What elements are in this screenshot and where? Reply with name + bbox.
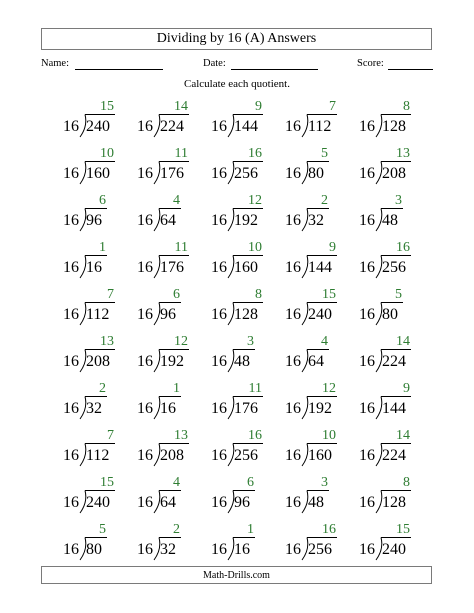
- division-overline: [159, 396, 181, 397]
- quotient-answer: 9: [403, 381, 410, 396]
- division-overline: [233, 114, 263, 115]
- divisor: 16: [137, 400, 153, 417]
- divisor: 16: [359, 259, 375, 276]
- dividend: 192: [234, 212, 258, 229]
- divisor: 16: [285, 118, 301, 135]
- division-problem: [278, 100, 352, 146]
- quotient-answer: 8: [403, 475, 410, 490]
- divisor: 16: [137, 494, 153, 511]
- division-overline: [381, 396, 411, 397]
- dividend: 176: [160, 165, 184, 182]
- divisor: 16: [63, 259, 79, 276]
- divisor: 16: [359, 165, 375, 182]
- quotient-answer: 10: [322, 428, 336, 443]
- division-overline: [381, 255, 411, 256]
- dividend: 128: [234, 306, 258, 323]
- dividend: 96: [160, 306, 176, 323]
- quotient-answer: 1: [99, 240, 106, 255]
- division-problem: [278, 476, 352, 522]
- dividend: 64: [160, 212, 176, 229]
- dividend: 176: [160, 259, 184, 276]
- division-overline: [85, 208, 107, 209]
- quotient-answer: 16: [396, 240, 410, 255]
- dividend: 160: [308, 447, 332, 464]
- dividend: 112: [86, 306, 110, 323]
- dividend: 64: [308, 353, 324, 370]
- quotient-answer: 5: [395, 287, 402, 302]
- division-problem: [130, 288, 204, 334]
- footer-site: Math-Drills.com: [203, 569, 270, 581]
- division-problem: [352, 335, 426, 381]
- division-problem: [204, 523, 278, 569]
- dividend: 256: [382, 259, 406, 276]
- division-problem: [352, 241, 426, 287]
- dividend: 144: [382, 400, 406, 417]
- division-problem: [56, 476, 130, 522]
- divisor: 16: [285, 259, 301, 276]
- divisor: 16: [137, 165, 153, 182]
- quotient-answer: 13: [100, 334, 114, 349]
- divisor: 16: [211, 306, 227, 323]
- division-overline: [381, 349, 411, 350]
- division-overline: [159, 490, 181, 491]
- division-overline: [159, 443, 189, 444]
- division-overline: [85, 349, 115, 350]
- divisor: 16: [137, 259, 153, 276]
- division-overline: [159, 537, 181, 538]
- quotient-answer: 3: [395, 193, 402, 208]
- division-problem: [130, 476, 204, 522]
- dividend: 112: [86, 447, 110, 464]
- quotient-answer: 13: [396, 146, 410, 161]
- quotient-answer: 1: [173, 381, 180, 396]
- quotient-answer: 15: [100, 99, 114, 114]
- dividend: 208: [86, 353, 110, 370]
- division-problem: [204, 147, 278, 193]
- division-problem: [352, 194, 426, 240]
- dividend: 240: [86, 118, 110, 135]
- divisor: 16: [285, 353, 301, 370]
- quotient-answer: 6: [99, 193, 106, 208]
- dividend: 48: [308, 494, 324, 511]
- divisor: 16: [137, 353, 153, 370]
- division-overline: [85, 302, 115, 303]
- dividend: 16: [160, 400, 176, 417]
- quotient-answer: 11: [248, 381, 262, 396]
- division-problem: [130, 194, 204, 240]
- division-overline: [85, 161, 115, 162]
- division-problem: [278, 523, 352, 569]
- division-overline: [381, 208, 403, 209]
- quotient-answer: 15: [396, 522, 410, 537]
- division-overline: [381, 443, 411, 444]
- dividend: 240: [382, 541, 406, 558]
- division-problem: [278, 147, 352, 193]
- division-problem: [352, 382, 426, 428]
- quotient-answer: 7: [329, 99, 336, 114]
- quotient-answer: 14: [174, 99, 188, 114]
- quotient-answer: 10: [100, 146, 114, 161]
- divisor: 16: [211, 259, 227, 276]
- division-overline: [85, 255, 107, 256]
- divisor: 16: [137, 541, 153, 558]
- division-problem: [56, 288, 130, 334]
- problem-grid: [56, 100, 426, 570]
- dividend: 80: [382, 306, 398, 323]
- divisor: 16: [359, 541, 375, 558]
- division-problem: [204, 476, 278, 522]
- date-field-line[interactable]: [231, 69, 318, 70]
- dividend: 32: [308, 212, 324, 229]
- quotient-answer: 13: [174, 428, 188, 443]
- division-overline: [381, 161, 411, 162]
- division-overline: [307, 349, 329, 350]
- divisor: 16: [63, 165, 79, 182]
- division-problem: [352, 429, 426, 475]
- divisor: 16: [63, 353, 79, 370]
- division-overline: [381, 114, 411, 115]
- dividend: 208: [160, 447, 184, 464]
- division-problem: [204, 241, 278, 287]
- dividend: 224: [382, 447, 406, 464]
- quotient-answer: 15: [100, 475, 114, 490]
- division-problem: [56, 523, 130, 569]
- dividend: 112: [308, 118, 332, 135]
- divisor: 16: [63, 400, 79, 417]
- quotient-answer: 2: [321, 193, 328, 208]
- division-problem: [130, 523, 204, 569]
- dividend: 96: [86, 212, 102, 229]
- division-problem: [352, 288, 426, 334]
- quotient-answer: 12: [322, 381, 336, 396]
- division-problem: [204, 288, 278, 334]
- quotient-answer: 10: [248, 240, 262, 255]
- dividend: 48: [234, 353, 250, 370]
- quotient-answer: 8: [403, 99, 410, 114]
- quotient-answer: 3: [321, 475, 328, 490]
- divisor: 16: [359, 306, 375, 323]
- divisor: 16: [63, 212, 79, 229]
- quotient-answer: 3: [247, 334, 254, 349]
- quotient-answer: 6: [173, 287, 180, 302]
- divisor: 16: [63, 494, 79, 511]
- dividend: 240: [86, 494, 110, 511]
- division-problem: [278, 335, 352, 381]
- division-problem: [130, 100, 204, 146]
- division-problem: [352, 476, 426, 522]
- division-overline: [85, 537, 107, 538]
- dividend: 224: [382, 353, 406, 370]
- dividend: 224: [160, 118, 184, 135]
- divisor: 16: [211, 400, 227, 417]
- division-overline: [233, 443, 263, 444]
- dividend: 192: [308, 400, 332, 417]
- division-overline: [381, 537, 411, 538]
- divisor: 16: [63, 447, 79, 464]
- division-overline: [381, 302, 403, 303]
- division-overline: [307, 490, 329, 491]
- dividend: 16: [86, 259, 102, 276]
- quotient-answer: 11: [174, 240, 188, 255]
- quotient-answer: 4: [173, 475, 180, 490]
- division-overline: [85, 114, 115, 115]
- division-overline: [307, 161, 329, 162]
- divisor: 16: [211, 494, 227, 511]
- dividend: 160: [234, 259, 258, 276]
- division-overline: [85, 490, 115, 491]
- dividend: 80: [86, 541, 102, 558]
- divisor: 16: [211, 165, 227, 182]
- divisor: 16: [285, 400, 301, 417]
- quotient-answer: 16: [248, 428, 262, 443]
- dividend: 96: [234, 494, 250, 511]
- divisor: 16: [137, 118, 153, 135]
- worksheet-title: Dividing by 16 (A) Answers: [156, 31, 317, 46]
- quotient-answer: 14: [396, 428, 410, 443]
- division-overline: [307, 302, 337, 303]
- division-overline: [233, 302, 263, 303]
- dividend: 128: [382, 118, 406, 135]
- divisor: 16: [137, 306, 153, 323]
- divisor: 16: [359, 494, 375, 511]
- divisor: 16: [137, 447, 153, 464]
- division-overline: [307, 396, 337, 397]
- quotient-answer: 8: [255, 287, 262, 302]
- quotient-answer: 2: [99, 381, 106, 396]
- divisor: 16: [211, 353, 227, 370]
- quotient-answer: 2: [173, 522, 180, 537]
- division-problem: [130, 147, 204, 193]
- division-overline: [233, 490, 255, 491]
- quotient-answer: 5: [99, 522, 106, 537]
- divisor: 16: [137, 212, 153, 229]
- division-overline: [159, 302, 181, 303]
- division-overline: [233, 537, 255, 538]
- divisor: 16: [285, 212, 301, 229]
- division-overline: [381, 490, 411, 491]
- division-problem: [352, 523, 426, 569]
- divisor: 16: [359, 353, 375, 370]
- division-problem: [56, 147, 130, 193]
- quotient-answer: 12: [174, 334, 188, 349]
- division-problem: [278, 288, 352, 334]
- division-overline: [159, 114, 189, 115]
- score-label: Score:: [357, 58, 384, 69]
- quotient-answer: 16: [322, 522, 336, 537]
- division-problem: [56, 335, 130, 381]
- dividend: 192: [160, 353, 184, 370]
- division-problem: [56, 241, 130, 287]
- division-overline: [307, 255, 337, 256]
- score-field-line[interactable]: [388, 69, 433, 70]
- quotient-answer: 7: [107, 428, 114, 443]
- divisor: 16: [285, 165, 301, 182]
- division-overline: [307, 208, 329, 209]
- divisor: 16: [63, 118, 79, 135]
- divisor: 16: [285, 447, 301, 464]
- quotient-answer: 4: [321, 334, 328, 349]
- division-problem: [352, 100, 426, 146]
- division-overline: [159, 349, 189, 350]
- division-problem: [56, 194, 130, 240]
- dividend: 256: [234, 447, 258, 464]
- quotient-answer: 7: [107, 287, 114, 302]
- divisor: 16: [359, 212, 375, 229]
- name-label: Name:: [41, 58, 69, 69]
- student-info-row: [41, 58, 433, 74]
- divisor: 16: [211, 447, 227, 464]
- dividend: 80: [308, 165, 324, 182]
- quotient-answer: 14: [396, 334, 410, 349]
- division-problem: [204, 429, 278, 475]
- division-overline: [233, 208, 263, 209]
- dividend: 144: [234, 118, 258, 135]
- division-problem: [56, 429, 130, 475]
- division-overline: [233, 396, 263, 397]
- division-problem: [204, 382, 278, 428]
- quotient-answer: 4: [173, 193, 180, 208]
- divisor: 16: [285, 306, 301, 323]
- dividend: 128: [382, 494, 406, 511]
- division-overline: [159, 255, 189, 256]
- divisor: 16: [359, 118, 375, 135]
- quotient-answer: 9: [255, 99, 262, 114]
- dividend: 16: [234, 541, 250, 558]
- dividend: 48: [382, 212, 398, 229]
- division-problem: [130, 429, 204, 475]
- division-overline: [159, 161, 189, 162]
- divisor: 16: [211, 541, 227, 558]
- divisor: 16: [359, 447, 375, 464]
- division-problem: [204, 335, 278, 381]
- quotient-answer: 6: [247, 475, 254, 490]
- division-problem: [352, 147, 426, 193]
- division-overline: [233, 161, 263, 162]
- division-problem: [204, 194, 278, 240]
- quotient-answer: 16: [248, 146, 262, 161]
- division-overline: [307, 114, 337, 115]
- quotient-answer: 5: [321, 146, 328, 161]
- division-problem: [130, 241, 204, 287]
- dividend: 256: [234, 165, 258, 182]
- date-label: Date:: [203, 58, 226, 69]
- divisor: 16: [285, 541, 301, 558]
- divisor: 16: [211, 118, 227, 135]
- quotient-answer: 11: [174, 146, 188, 161]
- dividend: 32: [160, 541, 176, 558]
- quotient-answer: 15: [322, 287, 336, 302]
- division-problem: [130, 335, 204, 381]
- dividend: 32: [86, 400, 102, 417]
- division-problem: [56, 100, 130, 146]
- divisor: 16: [211, 212, 227, 229]
- division-overline: [233, 349, 255, 350]
- division-problem: [56, 382, 130, 428]
- instructions: Calculate each quotient.: [184, 78, 290, 90]
- division-overline: [85, 443, 115, 444]
- division-overline: [233, 255, 263, 256]
- division-problem: [278, 429, 352, 475]
- name-field-line[interactable]: [75, 69, 163, 70]
- division-overline: [85, 396, 107, 397]
- division-problem: [278, 194, 352, 240]
- division-overline: [307, 443, 337, 444]
- division-problem: [278, 382, 352, 428]
- dividend: 160: [86, 165, 110, 182]
- dividend: 176: [234, 400, 258, 417]
- division-problem: [278, 241, 352, 287]
- divisor: 16: [63, 541, 79, 558]
- dividend: 64: [160, 494, 176, 511]
- division-problem: [130, 382, 204, 428]
- divisor: 16: [63, 306, 79, 323]
- quotient-answer: 9: [329, 240, 336, 255]
- divisor: 16: [359, 400, 375, 417]
- worksheet-title-box: [41, 28, 432, 50]
- dividend: 144: [308, 259, 332, 276]
- divisor: 16: [285, 494, 301, 511]
- quotient-answer: 12: [248, 193, 262, 208]
- dividend: 208: [382, 165, 406, 182]
- quotient-answer: 1: [247, 522, 254, 537]
- division-overline: [159, 208, 181, 209]
- dividend: 256: [308, 541, 332, 558]
- footer-box: [41, 566, 432, 584]
- division-overline: [307, 537, 337, 538]
- dividend: 240: [308, 306, 332, 323]
- division-problem: [204, 100, 278, 146]
